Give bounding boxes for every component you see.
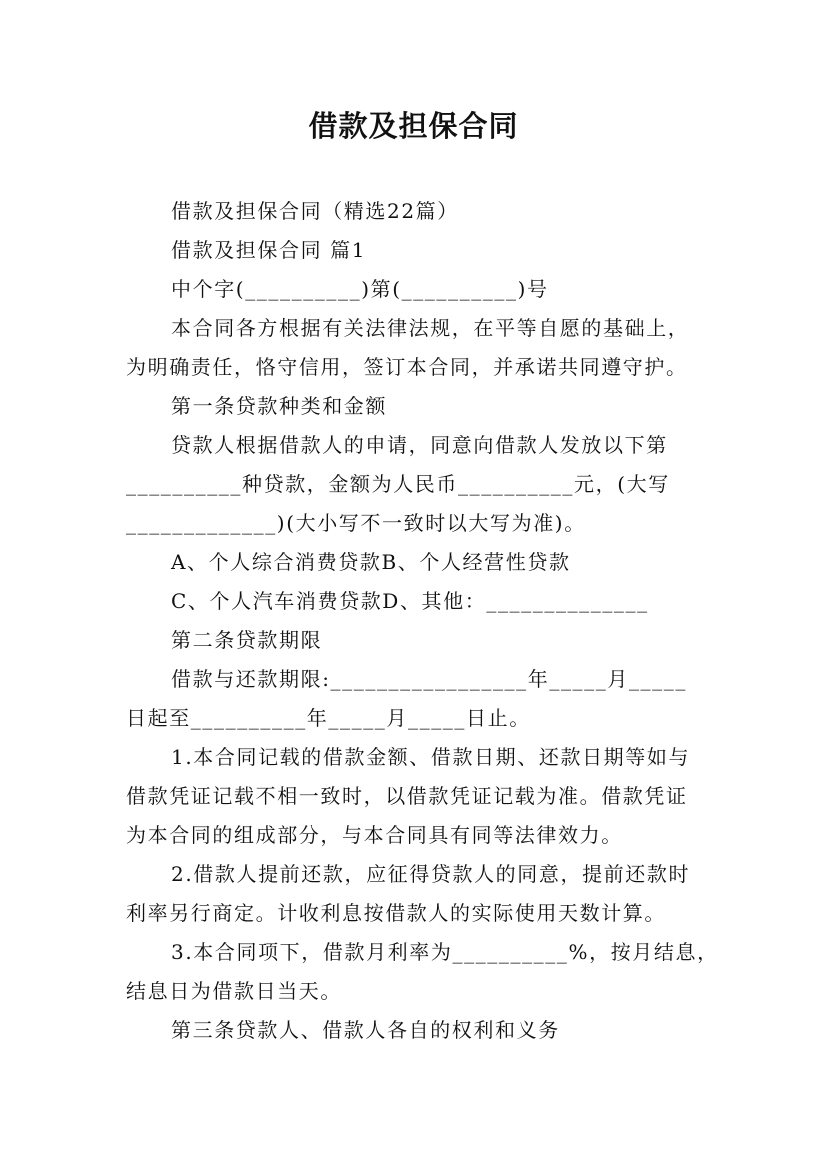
paragraph-line: 为本合同的组成部分，与本合同具有同等法律效力。 [126,823,623,847]
paragraph-line: 贷款人根据借款人的申请，同意向借款人发放以下第 [171,433,668,457]
paragraph-line: 1.本合同记载的借款金额、借款日期、还款日期等如与 [171,745,691,769]
article-heading: 第三条贷款人、借款人各自的权利和义务 [171,1018,560,1042]
paragraph-line: 本合同各方根据有关法律法规，在平等自愿的基础上， [171,316,690,340]
paragraph-line: 为明确责任，恪守信用，签订本合同，并承诺共同遵守护。 [126,355,688,379]
paragraph-line: 结息日为借款日当天。 [126,979,342,1003]
document-title: 借款及担保合同 [308,109,519,143]
paragraph-line: __________种贷款，金额为人民币__________元，(大写 [126,472,670,496]
paragraph-line: 利率另行商定。计收利息按借款人的实际使用天数计算。 [126,901,666,925]
contract-number-line: 中个字(__________)第(__________)号 [171,277,549,301]
paragraph-line: 借款凭证记载不相一致时，以借款凭证记载为准。借款凭证 [126,784,688,808]
loan-type-option-line: A、个人综合消费贷款B、个人经营性贷款 [171,550,571,574]
paragraph-line: 3.本合同项下，借款月利率为__________%，按月结息， [171,940,719,964]
section-heading: 借款及担保合同 篇1 [171,238,367,262]
loan-type-option-line: C、个人汽车消费贷款D、其他：______________ [171,589,649,613]
doc-subtitle: 借款及担保合同（精选22篇） [171,199,459,223]
article-heading: 第一条贷款种类和金额 [171,394,387,418]
article-heading: 第二条贷款期限 [171,628,323,652]
paragraph-line: 借款与还款期限:_________________年_____月_____ [171,667,687,691]
paragraph-line: 2.借款人提前还款，应征得贷款人的同意，提前还款时 [171,862,691,886]
paragraph-line: _____________)(大小写不一致时以大写为准)。 [126,511,586,535]
paragraph-line: 日起至__________年_____月_____日止。 [126,706,531,730]
